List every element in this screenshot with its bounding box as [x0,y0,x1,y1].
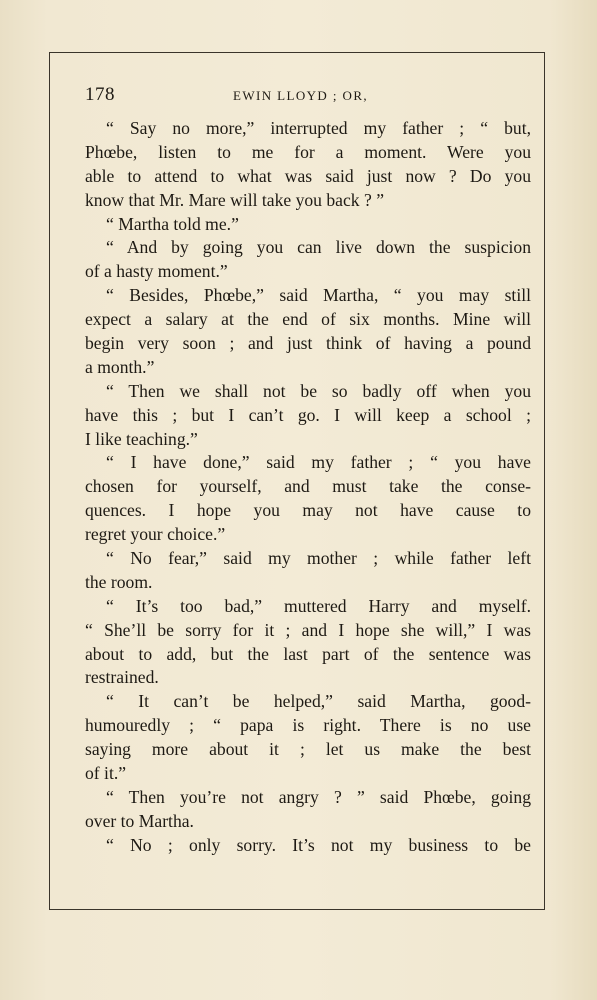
text-line: I like teaching.” [85,428,198,449]
text-line: expect a salary at the end of six months. Mine will [85,309,531,330]
text-line: “ Say no more,” interrupted my father ; “ but, [106,118,531,138]
text-line: about to add, but the last part of the sentence was [85,643,531,664]
text-line: able to attend to what was said just now ? Do you [85,165,531,186]
text-line: “ Besides, Phœbe,” said Martha, “ you may still [106,285,531,306]
text-line: “ Martha told me.” [106,213,239,234]
text-line: “ Then we shall not be so badly off when you [106,380,531,401]
text-line: Phœbe, listen to me for a moment. Were you [85,141,531,162]
text-line: have this ; but I can’t go. I will keep a school ; [85,404,531,425]
running-head: EWIN LLOYD ; OR, [233,88,369,103]
text-line: begin very soon ; and just think of having a pound [85,333,531,354]
text-line: “ It’s too bad,” muttered Harry and myself. [106,595,531,616]
text-line: of a hasty moment.” [85,261,228,282]
text-line: chosen for yourself, and must take the conse- [85,476,531,497]
text-line: “ And by going you can live down the suspicion [106,237,531,258]
text-line: restrained. [85,667,159,688]
page-number: 178 [85,84,115,105]
text-line: “ Then you’re not angry ? ” said Phœbe, going [106,786,531,807]
text-line: know that Mr. Mare will take you back ? ” [85,189,385,210]
text-line: a month.” [85,356,155,377]
text-line: quences. I hope you may not have cause to [85,500,531,521]
text-line: “ She’ll be sorry for it ; and I hope she will,” I was [85,619,531,640]
body-text [85,117,531,858]
text-line: “ No ; only sorry. It’s not my business to be [106,834,531,855]
text-line: “ I have done,” said my father ; “ you have [106,452,531,473]
page-header [85,84,531,108]
text-line: “ It can’t be helped,” said Martha, good- [106,691,531,712]
text-line: regret your choice.” [85,524,226,545]
text-line: humouredly ; “ papa is right. There is no use [85,715,531,736]
text-line: the room. [85,571,153,592]
text-line: “ No fear,” said my mother ; while father left [106,548,531,569]
text-line: saying more about it ; let us make the best [85,739,531,760]
text-line: over to Martha. [85,810,194,831]
text-line: of it.” [85,763,127,784]
